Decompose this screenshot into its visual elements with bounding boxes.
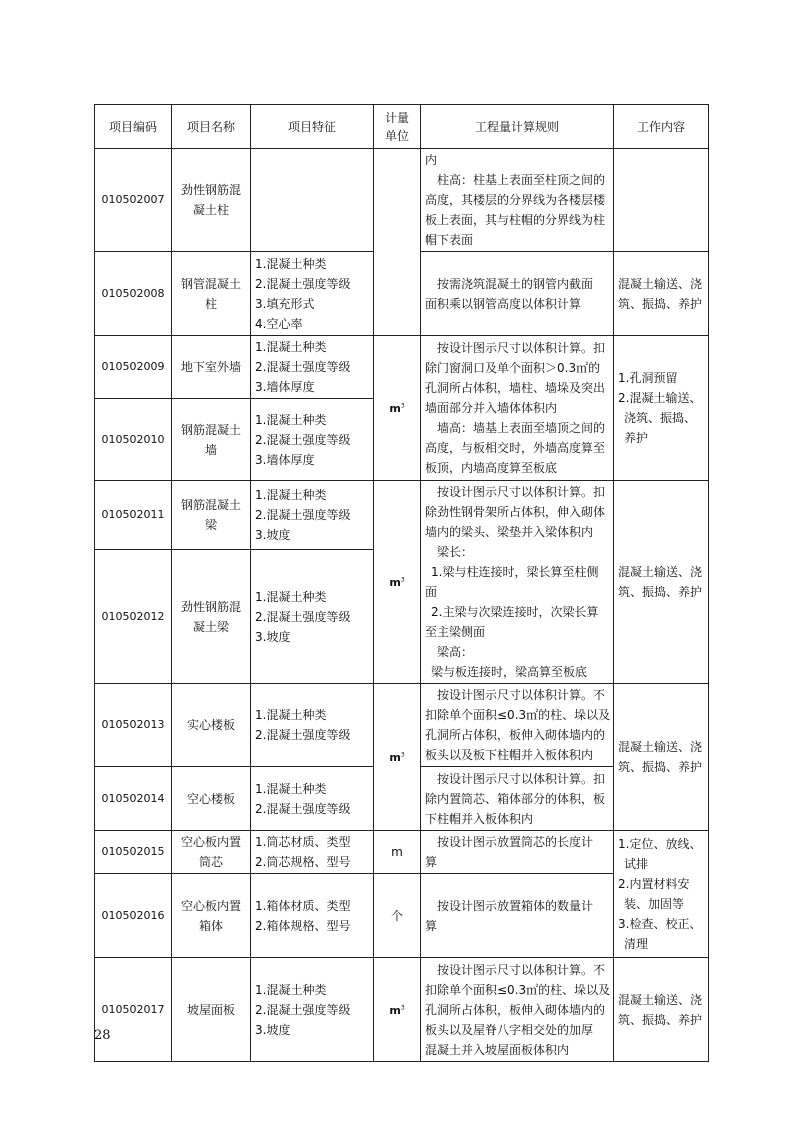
rule-line: 板头以及板下柱帽并入板体积内 [425,748,594,762]
rule-line: 扣除单个面积≤0.3㎡的柱、垛以及 [425,708,611,722]
row-feature [251,550,374,684]
work-line: 混凝土输送、浇 [618,992,703,1007]
feature-line: 1.混凝土种类 [255,589,327,604]
row-feature [251,149,374,252]
rule-line: 按设计图示尺寸以体积计算。不 [437,688,606,702]
header-rule: 工程量计算规则 [421,105,614,149]
header-row [95,105,709,149]
rule-line: 2.主梁与次梁连接时，次梁长算 [431,605,599,619]
rule-line: 按设计图示放置筒芯的长度计 [437,835,594,849]
work-line: 1.孔洞预留 [618,371,678,385]
name-line: 空心楼板 [186,791,235,806]
feature-line: 3.坡度 [255,629,291,644]
rule-line: 梁长： [437,545,474,559]
name-line: 钢筋混凝土 [180,422,241,437]
row-code: 010502017 [95,958,172,1062]
rule-line: 面积乘以钢管高度以体积计算 [425,296,582,311]
row-name [172,831,251,874]
work-line: 3.检查、校正、 [618,917,702,931]
work-line: 2.内置材料安 [618,877,690,891]
table-row [95,831,709,874]
row-name [172,252,251,336]
row-rule [421,874,614,958]
name-line: 地下室外墙 [180,360,241,374]
row-code: 010502008 [95,252,172,336]
rule-line: 1.梁与柱连接时，梁长算至柱侧 [431,565,599,579]
unit-sup: 3 [400,576,405,584]
row-code: 010502012 [95,550,172,684]
row-code: 010502010 [95,399,172,481]
rule-line: 高度，与板相交时，外墙高度算至 [425,441,606,455]
name-line: 实心楼板 [186,718,235,732]
table-row [95,958,709,1062]
feature-line: 2.混凝土强度等级 [255,432,351,447]
rule-line: 按设计图示尺寸以体积计算。扣 [437,771,606,786]
row-feature [251,874,374,958]
row-code: 010502015 [95,831,172,874]
unit-sup: 3 [400,1004,405,1012]
work-line: 清理 [624,937,649,951]
rule-line: 梁高： [437,645,474,659]
table-row [95,336,709,399]
row-unit: m [374,831,421,874]
row-work [614,831,709,958]
rule-line: 墙面部分并入墙体体积内 [425,401,558,415]
rule-line: 按设计图示尺寸以体积计算。扣 [437,341,606,355]
table-row [95,149,709,252]
feature-line: 1.混凝土种类 [255,781,327,796]
row-rule [421,958,614,1062]
feature-line: 3.坡度 [255,528,291,543]
rule-line: 孔洞所占体积，板伸入砌体墙内的 [425,1002,606,1017]
row-rule [421,767,614,831]
work-line: 养护 [624,431,649,445]
header-name: 项目名称 [172,105,251,149]
table-row [95,684,709,767]
name-line: 凝土柱 [192,203,229,217]
feature-line: 3.墙体厚度 [255,380,315,394]
rule-line: 孔洞所占体积，板伸入砌体墙内的 [425,728,606,742]
row-name [172,336,251,399]
row-name [172,767,251,831]
feature-line: 2.筒芯规格、型号 [255,855,351,869]
header-work: 工作内容 [614,105,709,149]
feature-line: 2.混凝土强度等级 [255,1002,351,1017]
unit-cubic-meter [389,402,404,415]
name-line: 钢管混凝土 [180,276,241,291]
rule-line: 除劲性钢骨架所占体积，伸入砌体 [425,505,606,519]
row-name [172,684,251,767]
unit-sup: 3 [400,402,405,410]
feature-line: 1.混凝土种类 [255,982,327,997]
rule-line: 下柱帽并入板体积内 [425,811,534,826]
work-line: 2.混凝土输送、 [618,391,702,405]
feature-line: 1.混凝土种类 [255,412,327,427]
rule-line: 按设计图示放置箱体的数量计 [437,898,594,913]
work-line: 筑、振捣、养护 [618,585,703,599]
table-row [95,481,709,550]
unit-base: m [389,402,401,416]
row-code: 010502016 [95,874,172,958]
row-work [614,684,709,831]
feature-line: 1.混凝土种类 [255,708,327,722]
unit-cubic-meter [389,751,404,764]
work-line: 混凝土输送、浇 [618,565,703,579]
rule-line: 除内置筒芯、箱体部分的体积，板 [425,791,606,806]
row-feature [251,684,374,767]
feature-line: 2.混凝土强度等级 [255,609,351,624]
row-unit [374,481,421,684]
name-line: 凝土梁 [192,619,229,634]
feature-line: 4.空心率 [255,316,303,331]
row-feature [251,481,374,550]
rule-line: 按设计图示尺寸以体积计算。不 [437,962,606,977]
row-rule [421,481,614,684]
row-feature [251,767,374,831]
row-code: 010502011 [95,481,172,550]
unit-base: m [389,576,401,590]
page-number: 28 [94,1028,111,1043]
row-unit [374,149,421,336]
name-line: 梁 [204,518,217,533]
work-line: 筑、振捣、养护 [618,296,703,311]
feature-line: 2.混凝土强度等级 [255,728,351,742]
row-code: 010502014 [95,767,172,831]
header-unit-line2: 单位 [384,128,409,143]
header-code: 项目编码 [95,105,172,149]
work-line: 浇筑、振捣、 [624,411,697,425]
feature-line: 1.混凝土种类 [255,488,327,503]
rule-line: 算 [425,855,438,869]
name-line: 墙 [204,442,217,457]
feature-line: 1.箱体材质、类型 [255,898,351,913]
specification-table [94,104,709,1062]
rule-line: 板顶，内墙高度算至板底 [425,461,558,475]
work-line: 混凝土输送、浇 [618,740,703,754]
rule-line: 墙内的梁头、梁垫并入梁体积内 [425,525,594,539]
feature-line: 2.混凝土强度等级 [255,801,351,816]
row-unit [374,684,421,831]
header-unit [374,105,421,149]
rule-line: 面 [425,585,438,599]
row-unit [374,336,421,481]
row-code: 010502009 [95,336,172,399]
feature-line: 1.混凝土种类 [255,256,327,271]
feature-line: 1.筒芯材质、类型 [255,835,351,849]
rule-line: 帽下表面 [425,233,474,247]
work-line: 筑、振捣、养护 [618,1012,703,1027]
rule-line: 至主梁侧面 [425,625,486,639]
row-feature [251,831,374,874]
name-line: 劲性钢筋混 [180,183,241,197]
row-rule [421,149,614,252]
rule-line: 除门窗洞口及单个面积＞0.3㎡的 [425,361,601,375]
row-rule [421,831,614,874]
rule-line: 高度，其楼层的分界线为各楼层楼 [425,193,606,207]
row-code: 010502007 [95,149,172,252]
unit-cubic-meter [389,576,404,589]
work-line: 筑、振捣、养护 [618,760,703,774]
row-rule [421,336,614,481]
rule-line: 按需浇筑混凝土的钢管内截面 [437,276,594,291]
name-line: 空心板内置 [180,898,241,913]
rule-line: 内 [425,153,438,167]
row-rule [421,252,614,336]
name-line: 空心板内置 [180,835,241,849]
feature-line: 2.混凝土强度等级 [255,276,351,291]
row-unit [374,958,421,1062]
name-line: 钢筋混凝土 [180,498,241,513]
row-name [172,399,251,481]
name-line: 筒芯 [198,855,223,869]
row-rule [421,684,614,767]
row-feature [251,399,374,481]
unit-base: m [389,751,401,765]
row-feature [251,958,374,1062]
rule-line: 扣除单个面积≤0.3㎡的柱、垛以及 [425,982,611,997]
unit-cubic-meter [389,1004,404,1017]
unit-sup: 3 [400,751,405,759]
name-line: 箱体 [198,918,223,933]
rule-line: 墙高：墙基上表面至墙顶之间的 [437,421,606,435]
row-name [172,874,251,958]
name-line: 坡屋面板 [186,1002,235,1017]
rule-line: 板头以及屋脊八字相交处的加厚 [425,1022,594,1037]
row-code: 010502013 [95,684,172,767]
row-work [614,481,709,684]
feature-line: 1.混凝土种类 [255,340,327,354]
name-line: 劲性钢筋混 [180,599,241,614]
row-unit: 个 [374,874,421,958]
row-name [172,550,251,684]
rule-line: 孔洞所占体积，墙柱、墙垛及突出 [425,381,606,395]
header-feature: 项目特征 [251,105,374,149]
rule-line: 板上表面，其与柱帽的分界线为柱 [425,213,606,227]
name-line: 柱 [204,296,217,311]
row-work [614,958,709,1062]
row-work [614,336,709,481]
row-work [614,149,709,252]
feature-line: 3.坡度 [255,1022,291,1037]
unit-base: m [389,1003,401,1017]
work-line: 装、加固等 [624,897,685,911]
row-name [172,481,251,550]
header-unit-line1: 计量 [384,110,409,125]
work-line: 试排 [624,857,649,871]
row-feature [251,252,374,336]
feature-line: 3.墙体厚度 [255,452,315,467]
row-name [172,958,251,1062]
feature-line: 2.箱体规格、型号 [255,918,351,933]
row-feature [251,336,374,399]
work-line: 1.定位、放线、 [618,837,702,851]
feature-line: 2.混凝土强度等级 [255,360,351,374]
row-work [614,252,709,336]
rule-line: 梁与板连接时，梁高算至板底 [431,665,588,679]
row-name [172,149,251,252]
work-line: 混凝土输送、浇 [618,276,703,291]
rule-line: 按设计图示尺寸以体积计算。扣 [437,485,606,499]
rule-line: 算 [425,918,438,933]
feature-line: 2.混凝土强度等级 [255,508,351,523]
rule-line: 混凝土并入坡屋面板体积内 [425,1042,570,1057]
feature-line: 3.填充形式 [255,296,315,311]
rule-line: 柱高：柱基上表面至柱顶之间的 [437,173,606,187]
